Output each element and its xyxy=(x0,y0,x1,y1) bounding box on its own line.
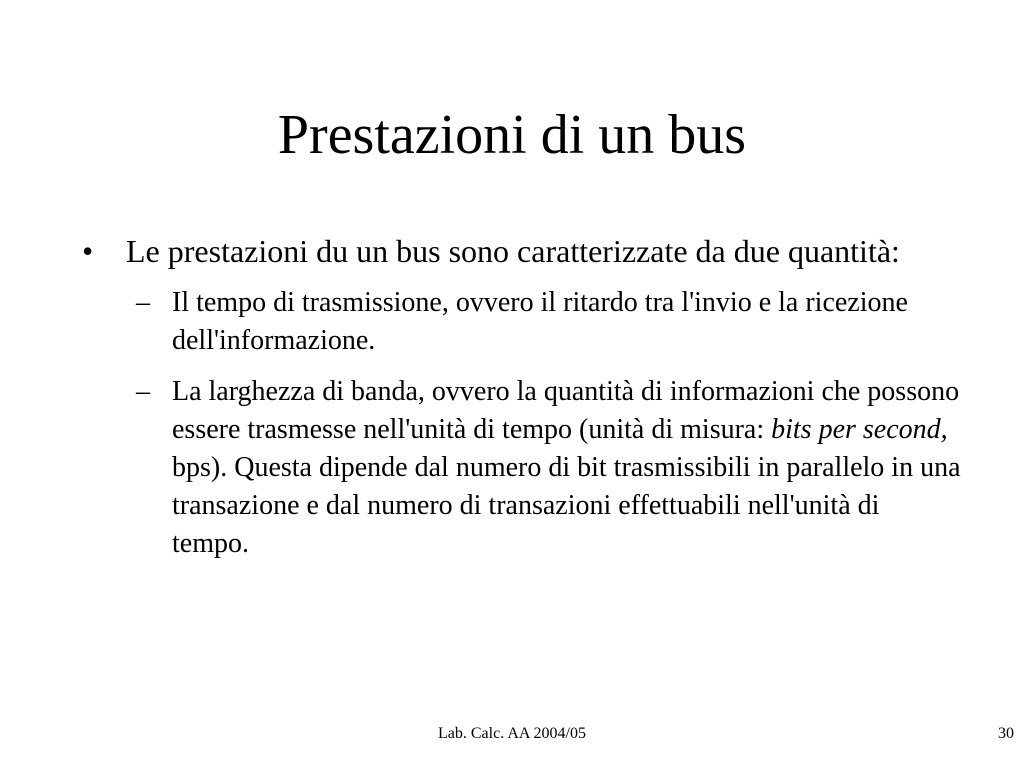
slide-title: Prestazioni di un bus xyxy=(277,104,747,166)
sub-bullet-text-part: bps). Questa dipende dal numero di bit trasmissibili in parallelo in una transazione e dal numero di transazioni effettuabili nell'unità di tempo. xyxy=(172,452,961,559)
sub-bullet-text xyxy=(172,376,961,559)
page-number: 30 xyxy=(998,725,1014,742)
sub-bullet-text: Il tempo di trasmissione, ovvero il ritardo tra l'invio e la ricezione dell'informazione. xyxy=(172,287,908,356)
bullet-item xyxy=(82,230,962,272)
footer-course: Lab. Calc. AA 2004/05 xyxy=(438,725,586,742)
dash-marker: – xyxy=(136,287,150,318)
sub-bullet-text-part: La larghezza di banda, ovvero la quantità di informazioni che possono essere trasmesse nell'unità di tempo (unità di misura: xyxy=(172,376,960,445)
dash-marker: – xyxy=(136,376,150,407)
bullet-marker: • xyxy=(82,233,94,269)
slide-body xyxy=(82,230,962,576)
sub-bullet-item xyxy=(136,373,962,563)
italic-term: bits per second, xyxy=(771,414,948,445)
sub-bullet-item xyxy=(136,284,962,360)
sub-bullet-list xyxy=(82,284,962,563)
bullet-text: Le prestazioni du un bus sono caratterizzate da due quantità: xyxy=(126,233,900,269)
